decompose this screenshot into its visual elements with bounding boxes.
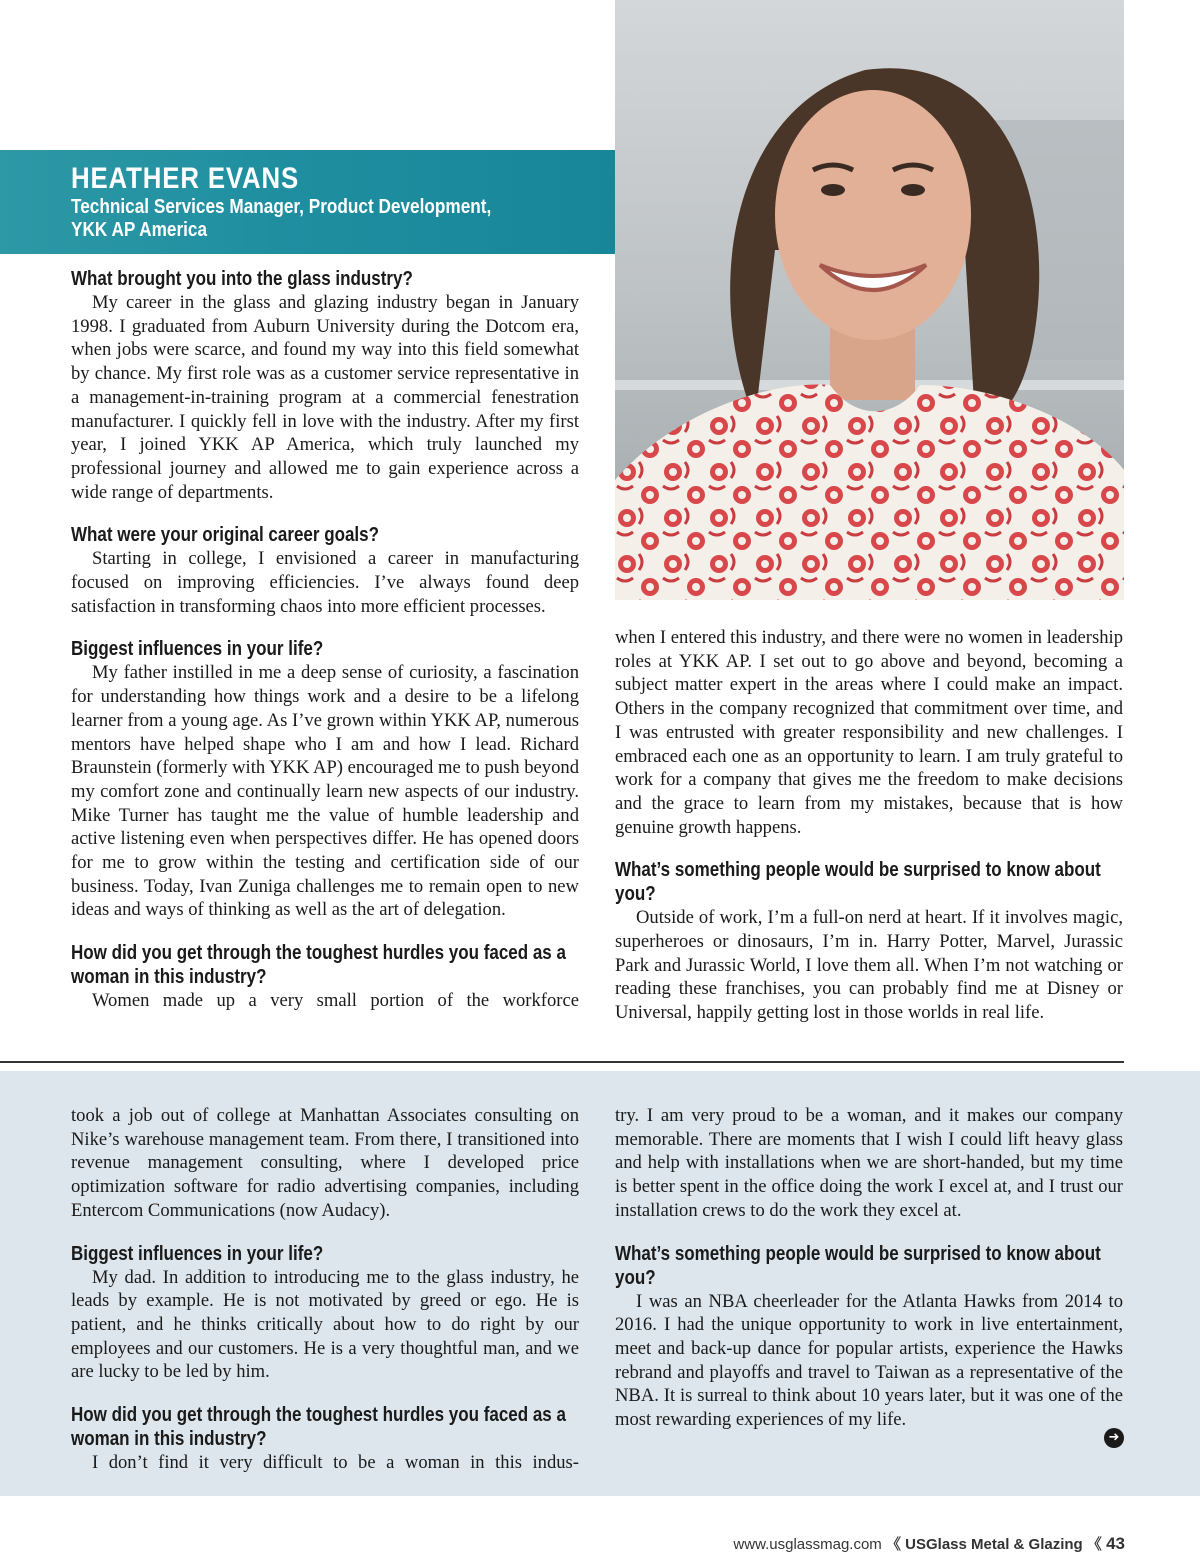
question-heading: What were your original career goals? — [71, 524, 379, 547]
answer-text: My dad. In addition to introducing me to the glass industry, he leads by example. He is not motivated by greed or ego. He is patient, and he thinks critically about how to do right by our employees and our customers. He is a very thoughtful man, and we are lucky to be led by him. — [71, 1266, 579, 1383]
continue-arrow-icon: ➜ — [1104, 1428, 1124, 1448]
question-heading: Biggest influences in your life? — [71, 1242, 324, 1265]
person-company: YKK AP America — [71, 219, 208, 241]
upper-right-column — [615, 626, 1123, 1025]
answer-text: My career in the glass and glazing industry began in January 1998. I graduated from Auburn University during the Dotcom era, when jobs were scarce, and found my way into this field somewhat by chance. My first role was as a customer service representative in a management-in-training program at a commercial fenestration manufacturer. I quickly fell in love with the industry. After my first year, I joined YKK AP America, which truly launched my professional journey and allowed me to gain experience across a wide range of departments. — [71, 292, 579, 503]
upper-left-column — [71, 267, 579, 1013]
page-number: 43 — [1106, 1534, 1125, 1553]
portrait-photo — [615, 0, 1124, 600]
answer-text-continued: took a job out of college at Manhattan Associates consulting on Nike’s warehouse management team. From there, I transitioned into revenue management consulting, where I developed price optimization software for radio advertising companies, including Entercom Communications (now Audacy). — [71, 1105, 579, 1221]
question-heading: How did you get through the toughest hurdles you faced as a woman in this industry? — [71, 942, 566, 989]
question-heading: How did you get through the toughest hurdles you faced as a woman in this industry? — [71, 1404, 566, 1451]
role-container — [0, 150, 615, 254]
lower-right-column — [615, 1104, 1123, 1432]
footer-separator: 《 — [1086, 1536, 1102, 1553]
question-heading: What brought you into the glass industry? — [71, 268, 413, 290]
question-heading: What’s something people would be surprised to know about you? — [615, 1242, 1101, 1289]
footer-separator: 《 — [885, 1536, 901, 1553]
answer-text: I don’t find it very difficult to be a woman in this indus- — [92, 1452, 579, 1474]
answer-text: My father instilled in me a deep sense of curiosity, a fascination for understanding how things work and a desire to be a lifelong learner from a young age. As I’ve grown within YKK AP, numerous mentors have helped shape who I am and how I lead. Richard Braunstein (formerly with YKK AP) encouraged me to push beyond my comfort zone and continually learn new aspects of our industry. Mike Turner has taught me the value of humble leadership and active listening even when perspectives differ. He has opened doors for me to grow within the testing and certification side of our business. Today, Ivan Zuniga challenges me to remain open to new ideas and ways of thinking as well as the art of delegation. — [71, 662, 579, 921]
portrait-illustration — [615, 0, 1124, 600]
person-title: Technical Services Manager, Product Development, — [71, 196, 492, 218]
lower-left-column — [71, 1104, 579, 1475]
answer-text: Women made up a very small portion of the workforce — [92, 990, 579, 1012]
question-heading: What’s something people would be surprised to know about you? — [615, 859, 1101, 906]
magazine-name: USGlass Metal & Glazing — [905, 1536, 1083, 1553]
person-name: HEATHER EVANS — [71, 162, 300, 195]
page-footer — [733, 1533, 1125, 1554]
answer-text: Outside of work, I’m a full-on nerd at heart. If it involves magic, superheroes or dinosaurs, I’m in. Harry Potter, Marvel, Jurassic Park and Jurassic World, I love them all. When I’m not watching or reading these franchises, you can probably find me at Disney or Universal, happily getting lost in those worlds in real life. — [615, 907, 1123, 1024]
footer-url[interactable]: www.usglassmag.com — [733, 1536, 882, 1553]
question-heading: Biggest influences in your life? — [71, 638, 324, 661]
answer-text: I was an NBA cheerleader for the Atlanta Hawks from 2014 to 2016. I had the unique opportunity to work in live entertainment, meet and back-up dance for popular artists, experience the Hawks rebrand and playoffs and travel to Taiwan as a representative of the NBA. It is surreal to think about 10 years later, but it was one of the most rewarding experiences of my life. — [615, 1290, 1123, 1431]
answer-text-continued: when I entered this industry, and there were no women in leadership roles at YKK AP. I set out to go above and beyond, becoming a subject matter expert in the areas where I could make an impact. Others in the company recognized that commitment over time, and I was entrusted with greater responsibility and new challenges. I embraced each one as an opportunity to learn. I am truly grateful to work for a company that gives me the freedom to make decisions and the grace to learn from my mistakes, because that is how genuine growth happens. — [615, 627, 1123, 838]
section-divider — [0, 1061, 1124, 1063]
answer-text-continued: try. I am very proud to be a woman, and it makes our company memorable. There are moments that I wish I could lift heavy glass and help with installations when we are short-handed, but my time is better spent in the office doing the work I excel at, and I trust our installation crews to do the work they excel at. — [615, 1105, 1123, 1221]
answer-text: Starting in college, I envisioned a career in manufacturing focused on improving efficiencies. I’ve always found deep satisfaction in transforming chaos into more efficient processes. — [71, 548, 579, 617]
